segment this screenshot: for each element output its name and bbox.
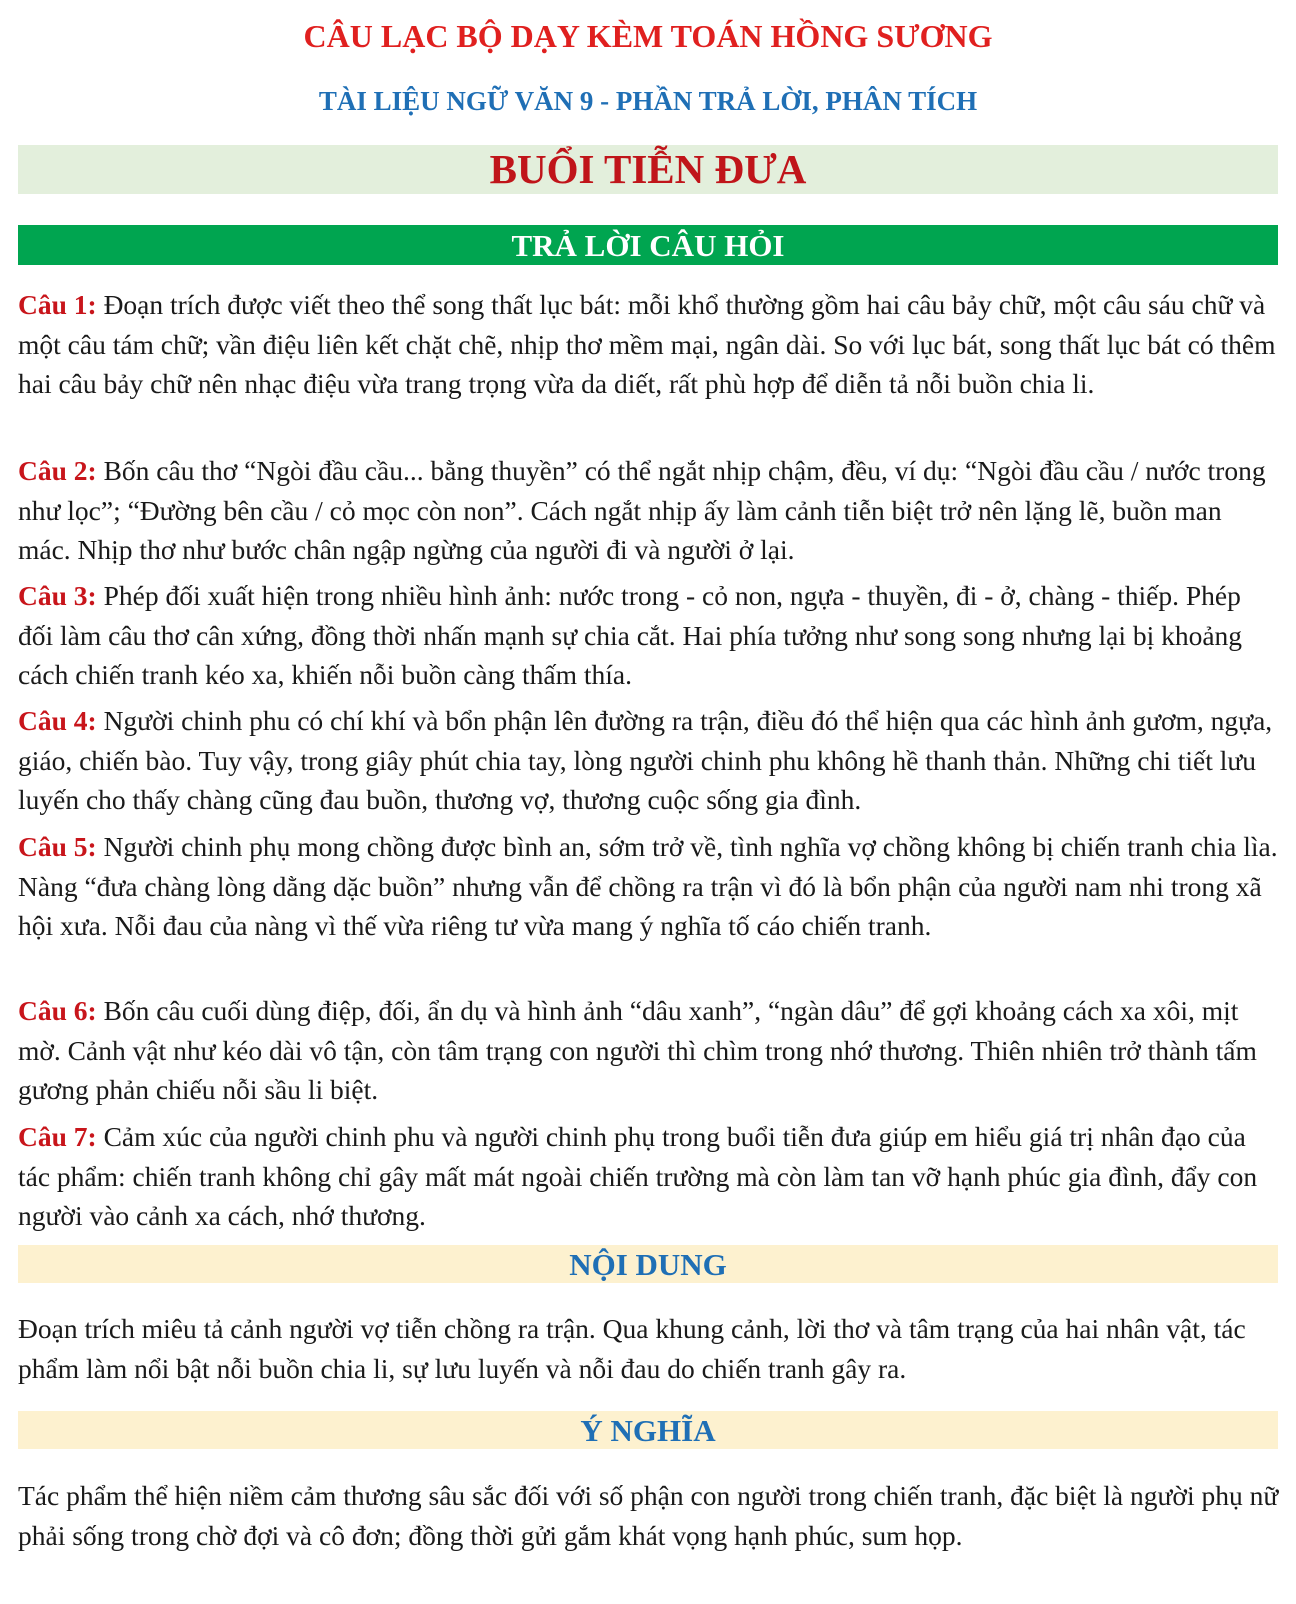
meaning-heading: Ý NGHĨA	[580, 1413, 716, 1448]
question-label: Câu 2:	[18, 455, 97, 486]
question-label: Câu 1:	[18, 289, 97, 320]
content-heading-band	[18, 1245, 1278, 1283]
document-subtitle: TÀI LIỆU NGỮ VĂN 9 - PHẦN TRẢ LỜI, PHÂN TÍCH	[318, 86, 978, 116]
question-label: Câu 6:	[18, 995, 97, 1026]
org-header: CÂU LẠC BỘ DẠY KÈM TOÁN HỒNG SƯƠNG	[303, 18, 993, 54]
question-text: Bốn câu cuối dùng điệp, đối, ẩn dụ và hình ảnh “dâu xanh”, “ngàn dâu” để gợi khoảng cách xa xôi, mịt mờ. Cảnh vật như kéo dài vô tận, còn tâm trạng con người thì chìm trong nhớ thương. Thiên nhiên trở thành tấm gương phản chiếu nỗi sầu li biệt.	[18, 995, 1257, 1105]
meaning-paragraph: Tác phẩm thể hiện niềm cảm thương sâu sắc đối với số phận con người trong chiến tranh, đặc biệt là người phụ nữ phải sống trong chờ đợi và cô đơn; đồng thời gửi gắm khát vọng hạnh phúc, sum họp.	[18, 1480, 1279, 1551]
meaning-heading-band	[18, 1411, 1278, 1449]
page-title: BUỔI TIỄN ĐƯA	[489, 146, 807, 192]
question-text: Bốn câu thơ “Ngòi đầu cầu... bằng thuyền” có thể ngắt nhịp chậm, đều, ví dụ: “Ngòi đầu cầu / nước trong như lọc”; “Đường bên cầu / cỏ mọc còn non”. Cách ngắt nhịp ấy làm cảnh tiễn biệt trở nên lặng lẽ, buồn man mác. Nhịp thơ như bước chân ngập ngừng của người đi và người ở lại.	[18, 455, 1266, 565]
question-label: Câu 3:	[18, 580, 97, 611]
question-text: Người chinh phụ mong chồng được bình an, sớm trở về, tình nghĩa vợ chồng không bị chiến tranh chia lìa. Nàng “đưa chàng lòng dằng dặc buồn” nhưng vẫn để chồng ra trận vì đó là bổn phận của người nam nhi trong xã hội xưa. Nỗi đau của nàng vì thế vừa riêng tư vừa mang ý nghĩa tố cáo chiến tranh.	[18, 831, 1278, 941]
question-text: Phép đối xuất hiện trong nhiều hình ảnh: nước trong - cỏ non, ngựa - thuyền, đi - ở, chàng - thiếp. Phép đối làm câu thơ cân xứng, đồng thời nhấn mạnh sự chia cắt. Hai phía tưởng như song song nhưng lại bị khoảng cách chiến tranh kéo xa, khiến nỗi buồn càng thấm thía.	[18, 580, 1243, 690]
question-text: Cảm xúc của người chinh phu và người chinh phụ trong buổi tiễn đưa giúp em hiểu giá trị nhân đạo của tác phẩm: chiến tranh không chỉ gây mất mát ngoài chiến trường mà còn làm tan vỡ hạnh phúc gia đình, đẩy con người vào cảnh xa cách, nhớ thương.	[18, 1121, 1258, 1231]
question-2	[18, 451, 1280, 570]
answers-heading: TRẢ LỜI CÂU HỎI	[511, 228, 785, 263]
question-1	[18, 285, 1280, 404]
content-paragraph: Đoạn trích miêu tả cảnh người vợ tiễn chồng ra trận. Qua khung cảnh, lời thơ và tâm trạng của hai nhân vật, tác phẩm làm nổi bật nỗi buồn chia li, sự lưu luyến và nỗi đau do chiến tranh gây ra.	[18, 1313, 1246, 1384]
question-label: Câu 4:	[18, 705, 97, 736]
question-3	[18, 576, 1280, 695]
question-text: Đoạn trích được viết theo thể song thất lục bát: mỗi khổ thường gồm hai câu bảy chữ, một câu sáu chữ và một câu tám chữ; vần điệu liên kết chặt chẽ, nhịp thơ mềm mại, ngân dài. So với lục bát, song thất lục bát có thêm hai câu bảy chữ nên nhạc điệu vừa trang trọng vừa da diết, rất phù hợp để diễn tả nỗi buồn chia li.	[18, 289, 1276, 399]
question-label: Câu 7:	[18, 1121, 97, 1152]
content-heading: NỘI DUNG	[569, 1247, 727, 1282]
question-label: Câu 5:	[18, 831, 97, 862]
question-7	[18, 1117, 1280, 1236]
question-6	[18, 991, 1280, 1110]
answers-heading-band	[18, 225, 1278, 265]
title-band	[18, 145, 1278, 194]
question-4	[18, 701, 1280, 820]
question-text: Người chinh phu có chí khí và bổn phận lên đường ra trận, điều đó thể hiện qua các hình ảnh gươm, ngựa, giáo, chiến bào. Tuy vậy, trong giây phút chia tay, lòng người chinh phu không hề thanh thản. Những chi tiết lưu luyến cho thấy chàng cũng đau buồn, thương vợ, thương cuộc sống gia đình.	[18, 705, 1273, 815]
question-5	[18, 827, 1280, 946]
